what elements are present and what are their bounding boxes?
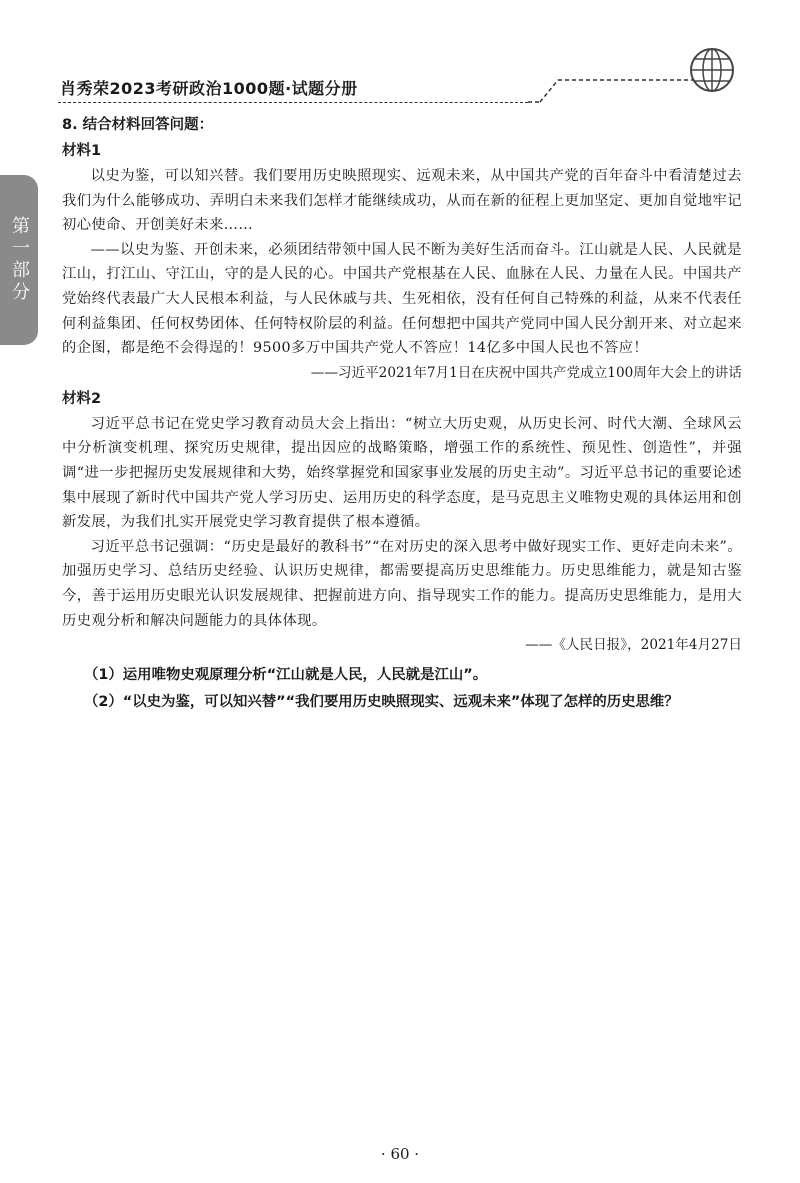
material-2-paragraph: 习近平总书记强调：“历史是最好的教科书”“在对历史的深入思考中做好现实工作、更好走向未来”。加强历史学习、总结历史经验、认识历史规律，都需要提高历史思维能力。历史思维能力，就是知古鉴今，善于运用历史眼光认识发展规律、把握前进方向、指导现实工作的能力。提高历史思维能力，是用大历史观分析和解决问题能力的具体体现。 (62, 538, 742, 629)
page-number: · 60 · (380, 1145, 420, 1163)
header-title: 肖秀荣2023考研政治1000题·试题分册 (60, 79, 358, 98)
material-1-paragraph: 以史为鉴，可以知兴替。我们要用历史映照现实、远观未来，从中国共产党的百年奋斗中看清楚过去我们为什么能够成功、弄明白未来我们怎样才能继续成功，从而在新的征程上更加坚定、更加自觉地牢记初心使命、开创美好未来…… (62, 168, 742, 234)
header-divider (58, 102, 528, 103)
material-1-label: 材料1 (62, 143, 102, 159)
question-title: 8. 结合材料回答问题： (62, 117, 214, 133)
sub-question-list (62, 662, 742, 716)
header-divider-tail (528, 76, 698, 104)
sub-question: （2）“以史为鉴，可以知兴替”“我们要用历史映照现实、远观未来”体现了怎样的历史思维？ (84, 694, 679, 711)
material-2-source: ——《人民日报》，2021年4月27日 (525, 637, 742, 654)
section-tab-label: 第一部分 (9, 216, 30, 304)
globe-icon (688, 46, 736, 94)
material-2-paragraph: 习近平总书记在党史学习教育动员大会上指出：“树立大历史观，从历史长河、时代大潮、全球风云中分析演变机理、探究历史规律，提出因应的战略策略，增强工作的系统性、预见性、创造性”，并强调“进一步把握历史发展规律和大势，始终掌握党和国家事业发展的历史主动”。习近平总书记的重要论述集中展现了新时代中国共产党人学习历史、运用历史的科学态度，是马克思主义唯物史观的具体运用和创新发展，为我们扎实开展党史学习教育提供了根本遵循。 (62, 415, 742, 531)
question-block (62, 112, 742, 716)
section-tab (0, 175, 38, 345)
material-1-paragraph: ——以史为鉴、开创未来，必须团结带领中国人民不断为美好生活而奋斗。江山就是人民、人民就是江山，打江山、守江山，守的是人民的心。中国共产党根基在人民、血脉在人民、力量在人民。中国共产党始终代表最广大人民根本利益，与人民休戚与共、生死相依，没有任何自己特殊的利益，从来不代表任何利益集团、任何权势团体、任何特权阶层的利益。任何想把中国共产党同中国人民分割开来、对立起来的企图，都是绝不会得逞的！9500多万中国共产党人不答应！14亿多中国人民也不答应！ (62, 241, 742, 357)
sub-question: （1）运用唯物史观原理分析“江山就是人民，人民就是江山”。 (84, 667, 488, 684)
material-2-label: 材料2 (62, 390, 102, 407)
material-1-source: ——习近平2021年7月1日在庆祝中国共产党成立100周年大会上的讲话 (310, 364, 742, 381)
